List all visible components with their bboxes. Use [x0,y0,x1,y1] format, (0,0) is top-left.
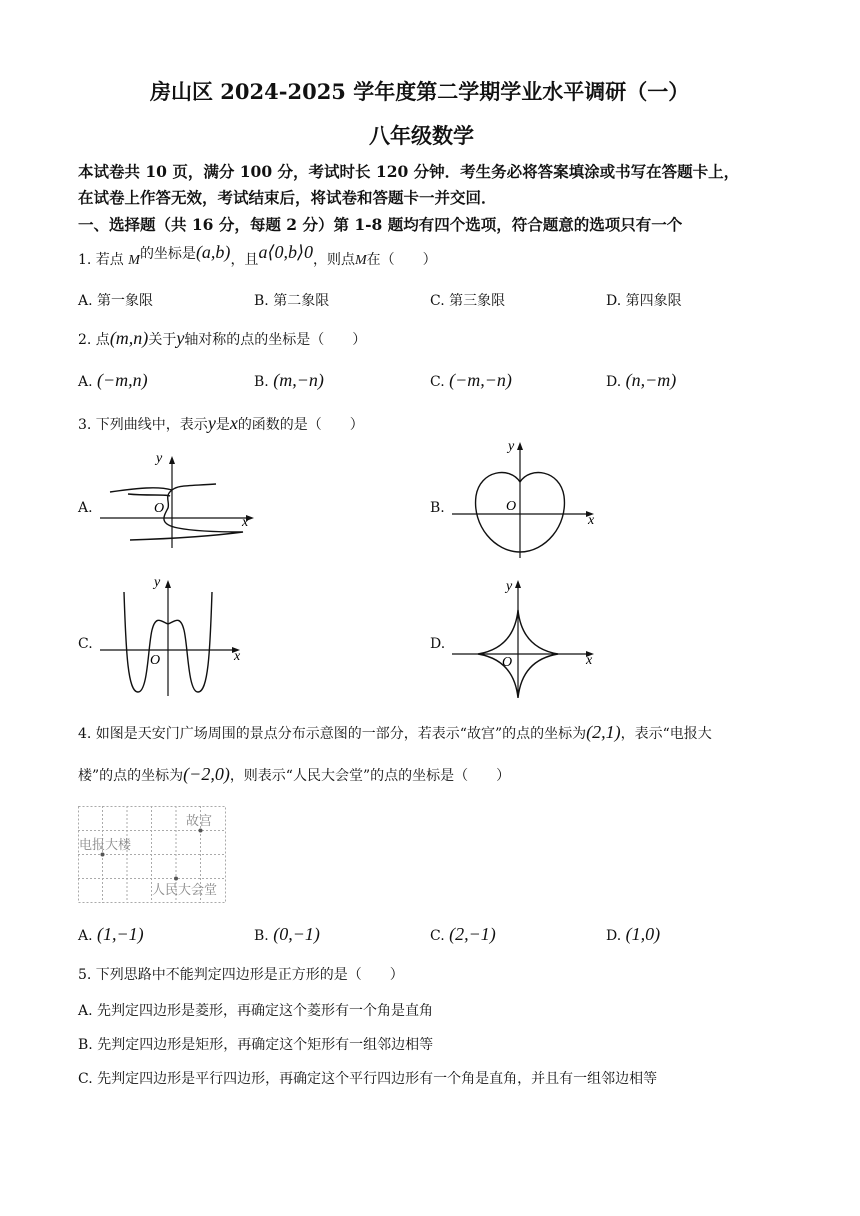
graph-a-y-label: y [156,451,163,466]
q4-option-c-value: (2,−1) [449,924,496,944]
q4-option-c[interactable] [430,924,496,945]
q2-text-b: 关于 [148,332,177,348]
q1-text-d: ，则点 [312,252,355,268]
q1-text-e: 在（ ） [366,252,437,268]
intro-line-1: 本试卷共 10 页，满分 100 分，考试时长 120 分钟．考生务必将答案填涂或书写在答题卡上， [78,162,740,181]
question-4-line-1 [78,722,712,743]
q2-option-c-label: C. [430,374,445,390]
q2-text-a: 2. 点 [78,332,110,348]
graph-a-origin: O [154,501,165,516]
graph-a-curve [130,484,243,540]
q2-option-c[interactable] [430,370,512,391]
q2-option-d-label: D. [606,374,622,390]
renmin-point [174,877,178,881]
q2-option-a[interactable] [78,370,148,391]
q1-var-m: M [128,253,140,268]
q1-text-b: 的坐标是 [139,246,196,262]
q1-condition: a⟨0,b⟩0 [258,242,313,262]
q1-coord: (a,b) [195,242,231,262]
q3-var-x: x [229,413,238,433]
q4-coord-gugong: (2,1) [586,722,621,742]
q3-var-y: y [207,413,216,433]
q1-var-m2: M [354,253,367,268]
q4-option-b[interactable] [254,924,320,945]
q2-axis: y [176,328,185,348]
q5-option-c[interactable]: C. 先判定四边形是平行四边形，再确定这个平行四边形有一个角是直角，并且有一组邻边相等 [78,1071,658,1087]
q4-map-grid [78,806,228,904]
q2-option-a-label: A. [78,374,93,390]
graph-b-y-arrow [517,442,523,450]
graph-b-origin: O [506,499,517,514]
q2-option-d[interactable] [606,370,676,391]
graph-b-y-label: y [508,439,515,454]
question-3-stem [78,413,364,434]
q3-graph-a [98,450,268,550]
q4-option-c-label: C. [430,928,445,944]
q1-option-d[interactable]: D. 第四象限 [606,293,682,309]
graph-c-x-label: x [234,649,241,664]
q3-option-b-label[interactable]: B. [430,500,445,516]
q4-option-d-value: (1,0) [625,924,661,944]
gugong-label: 故宫 [186,814,213,829]
q3-text-b: 是 [215,417,230,433]
q4-option-b-label: B. [254,928,269,944]
graph-c-origin: O [150,653,161,668]
graph-b-x-label: x [588,513,595,528]
graph-d-x-label: x [586,653,593,668]
section-heading: 一、选择题（共 16 分，每题 2 分）第 1-8 题均有四个选项，符合题意的选项只有一个 [78,215,683,234]
q4-option-a-label: A. [78,928,93,944]
q3-option-d-label[interactable]: D. [430,636,446,652]
graph-a-x-label: x [242,515,249,530]
graph-d-y-label: y [506,579,513,594]
q2-text-c: 轴对称的点的坐标是（ ） [184,332,367,348]
q1-option-c[interactable]: C. 第三象限 [430,293,506,309]
question-1-stem [78,242,437,269]
q4-text-2a: 楼”的点的坐标为 [78,768,184,784]
q4-option-a-value: (1,−1) [97,924,144,944]
graph-d-origin: O [502,655,513,670]
q4-option-b-value: (0,−1) [273,924,320,944]
q3-text-c: 的函数的是（ ） [237,417,364,433]
graph-a-curve-upper [110,488,172,496]
q3-text-a: 3. 下列曲线中，表示 [78,417,208,433]
dianbao-point [101,853,105,857]
graph-d-y-arrow [515,580,521,588]
q2-point: (m,n) [109,328,149,348]
q3-option-a-label[interactable]: A. [78,500,93,516]
q3-graph-d [450,574,610,698]
dianbao-label: 电报大楼 [79,838,132,853]
q2-option-b-value: (m,−n) [273,370,324,390]
graph-c-y-arrow [165,580,171,588]
page-subtitle: 八年级数学 [369,123,474,148]
q2-option-c-value: (−m,−n) [449,370,512,390]
q1-option-a[interactable]: A. 第一象限 [78,293,154,309]
q5-option-b[interactable]: B. 先判定四边形是矩形，再确定这个矩形有一组邻边相等 [78,1037,434,1053]
q4-coord-dianbao: (−2,0) [183,764,230,784]
question-2-stem [78,328,366,349]
q4-text-1b: ，表示“电报大 [620,726,712,742]
q3-graph-c [98,574,258,698]
q4-option-a[interactable] [78,924,144,945]
q3-option-c-label[interactable]: C. [78,636,93,652]
q4-text-1a: 4. 如图是天安门广场周围的景点分布示意图的一部分，若表示“故宫”的点的坐标为 [78,726,587,742]
question-4-line-2 [78,764,510,785]
q2-option-d-value: (n,−m) [625,370,677,390]
q4-option-d-label: D. [606,928,622,944]
renmin-label: 人民大会堂 [152,883,218,898]
gugong-point [199,829,203,833]
q1-text-a: 1. 若点 [78,252,124,268]
q2-option-a-value: (−m,n) [97,370,148,390]
graph-a-y-arrow [169,456,175,464]
q1-text-c: ，且 [230,252,259,268]
question-5-stem: 5. 下列思路中不能判定四边形是正方形的是（ ） [78,967,404,983]
page-title: 房山区 2024-2025 学年度第二学期学业水平调研（一） [150,79,690,104]
q1-option-b[interactable]: B. 第二象限 [254,293,330,309]
q4-text-2b: ，则表示“人民大会堂”的点的坐标是（ ） [229,768,511,784]
intro-line-2: 在试卷上作答无效，考试结束后，将试卷和答题卡一并交回． [78,188,497,207]
q2-option-b[interactable] [254,370,324,391]
q3-graph-b [450,436,610,560]
q2-option-b-label: B. [254,374,269,390]
q5-option-a[interactable]: A. 先判定四边形是菱形，再确定这个菱形有一个角是直角 [78,1003,434,1019]
q4-option-d[interactable] [606,924,660,945]
graph-c-y-label: y [154,575,161,590]
